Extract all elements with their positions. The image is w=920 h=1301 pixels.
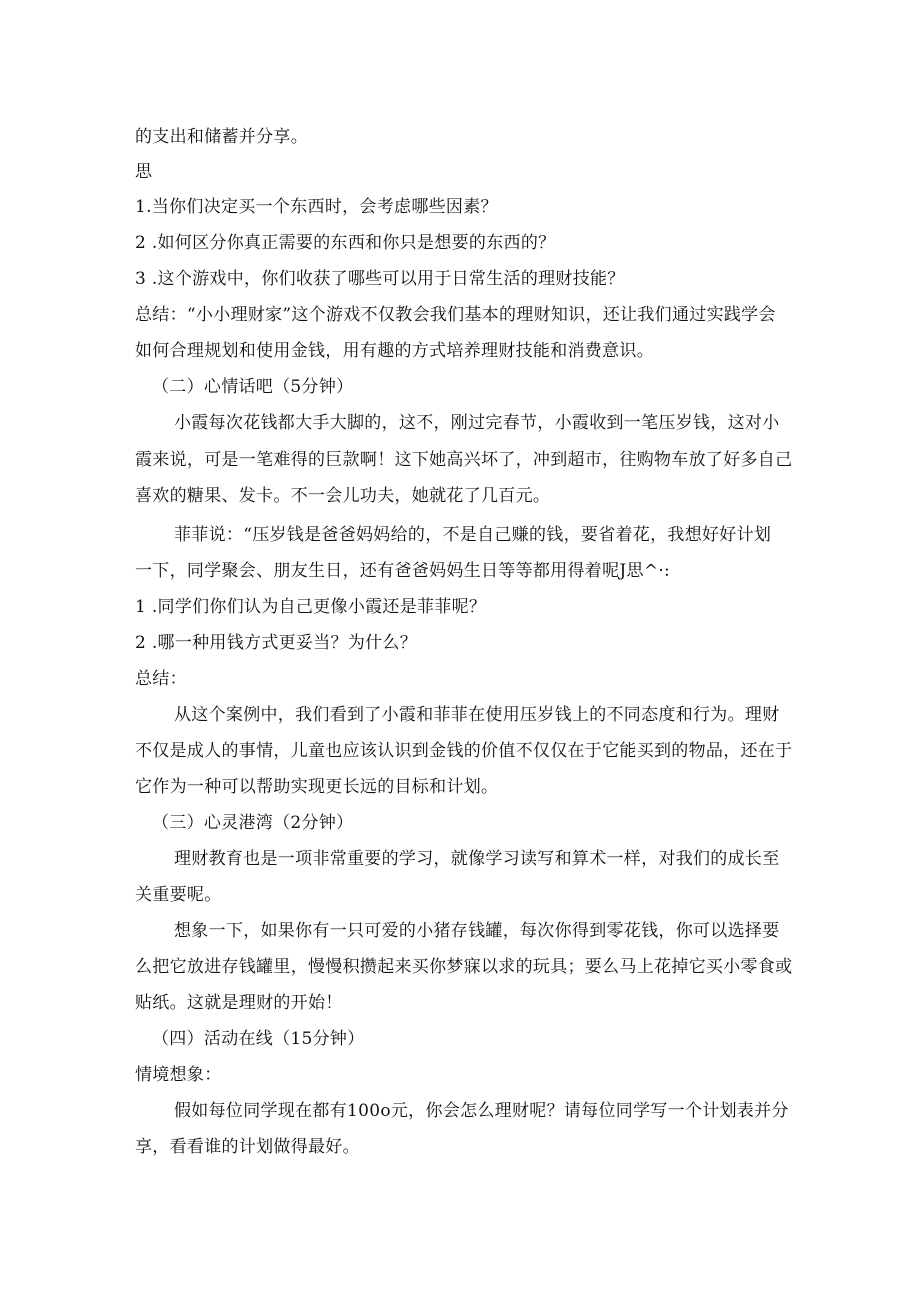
question-item: 1.当你们决定买一个东西时，会考虑哪些因素？ [135,197,498,217]
body-paragraph: 想象一下，如果你有一只可爱的小猪存钱罐，每次你得到零花钱，你可以选择要 [174,921,780,941]
body-paragraph: 贴纸。这就是理财的开始！ [135,993,343,1013]
story-paragraph: 一下，同学聚会、朋友生日，还有爸爸妈妈生日等等都用得着呢J思^·: [135,561,671,581]
story-paragraph: 霞来说，可是一笔难得的巨款啊！这下她高兴坏了，冲到超市，往购物车放了好多自己 [135,450,793,470]
summary-paragraph: 从这个案例中，我们看到了小霞和菲菲在使用压岁钱上的不同态度和行为。理财 [174,705,780,725]
body-paragraph: 关重要呢。 [135,885,222,905]
body-paragraph: 么把它放进存钱罐里，慢慢积攒起来买你梦寐以求的玩具；要么马上花掉它买小零食或 [135,957,793,977]
scenario-label: 情境想象： [135,1065,222,1085]
section-heading: （二）心情话吧（5分钟） [152,377,354,397]
summary-paragraph: 它作为一种可以帮助实现更长远的目标和计划。 [135,777,499,797]
question-item: 2 .哪一种用钱方式更妥当？为什么？ [135,633,418,653]
story-paragraph: 小霞每次花钱都大手大脚的，这不，刚过完春节，小霞收到一笔压岁钱，这对小 [174,413,780,433]
summary-paragraph: 如何合理规划和使用金钱，用有趣的方式培养理财技能和消费意识。 [135,341,654,361]
story-paragraph: 喜欢的糖果、发卡。不一会儿功夫，她就花了几百元。 [135,486,551,506]
question-item: 2 .如何区分你真正需要的东西和你只是想要的东西的？ [135,233,556,253]
question-item: 3 .这个游戏中，你们收获了哪些可以用于日常生活的理财技能？ [135,269,625,289]
text-line: 的支出和储蓄并分享。 [135,127,308,147]
summary-label: 总结： [135,669,187,689]
summary-paragraph: 总结：“小小理财家”这个游戏不仅教会我们基本的理财知识，还让我们通过实践学会 [135,305,776,325]
question-item: 1 .同学们你们认为自己更像小霞还是菲菲呢？ [135,597,487,617]
section-heading: （四）活动在线（15分钟） [152,1029,365,1049]
section-heading: （三）心灵港湾（2分钟） [152,813,354,833]
section-label-think: 思 [135,162,153,182]
body-paragraph: 理财教育也是一项非常重要的学习，就像学习读写和算术一样，对我们的成长至 [174,849,780,869]
body-paragraph: 享，看看谁的计划做得最好。 [135,1137,360,1157]
body-paragraph: 假如每位同学现在都有100o元，你会怎么理财呢？请每位同学写一个计划表并分 [174,1101,789,1121]
summary-paragraph: 不仅是成人的事情，儿童也应该认识到金钱的价值不仅仅在于它能买到的物品，还在于 [135,741,793,761]
story-paragraph: 菲菲说：“压岁钱是爸爸妈妈给的，不是自己赚的钱，要省着花，我想好好计划 [174,525,772,545]
